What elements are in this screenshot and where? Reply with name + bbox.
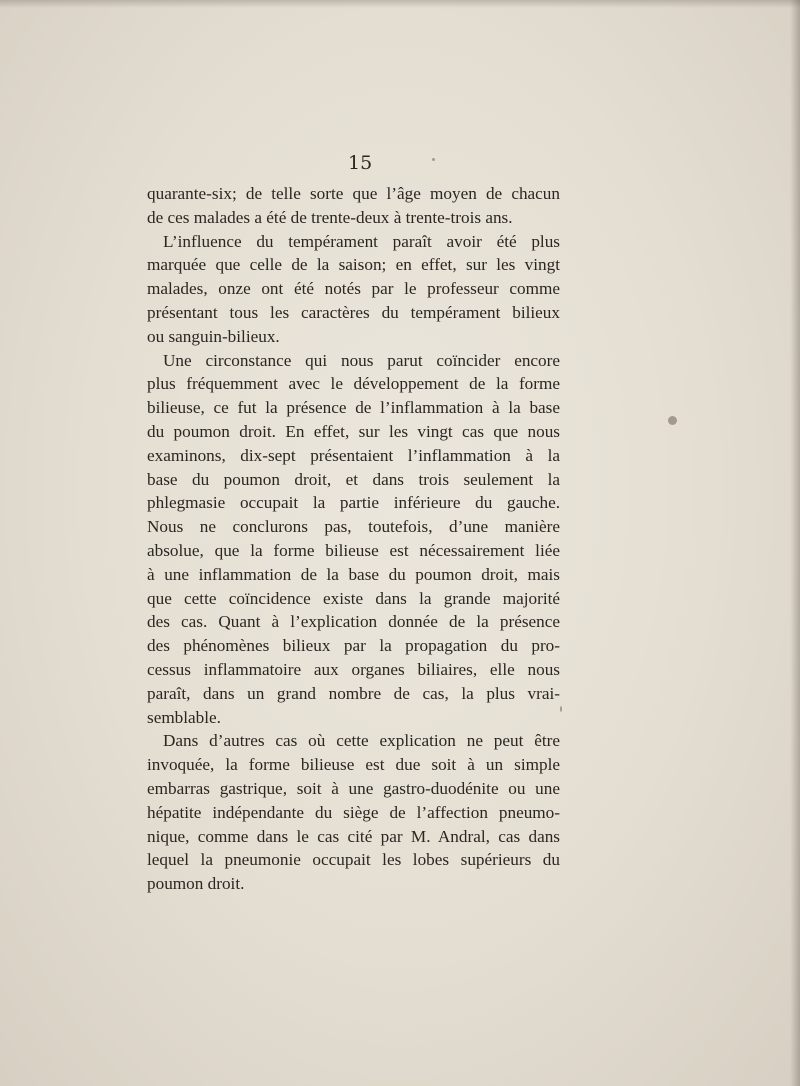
- paper-speck: [668, 416, 677, 425]
- text-line: absolue, que la forme bilieuse est nécessairement liée: [147, 540, 560, 560]
- text-line: Une circonstance qui nous parut coïncider encore: [163, 350, 560, 370]
- text-line: embarras gastrique, soit à une gastro-duodénite ou une: [147, 778, 560, 798]
- text-line: ou sanguin-bilieux.: [147, 326, 280, 346]
- text-line: de ces malades a été de trente-deux à trente-trois ans.: [147, 207, 513, 227]
- text-line: Nous ne conclurons pas, toutefois, d’une manière: [147, 517, 560, 537]
- paper-speck: [432, 158, 435, 161]
- text-line: semblable.: [147, 707, 221, 727]
- text-line: des cas. Quant à l’explication donnée de la présence: [147, 612, 560, 632]
- text-line: invoquée, la forme bilieuse est due soit à un simple: [147, 755, 560, 775]
- text-line: présentant tous les caractères du tempérament bilieux: [147, 302, 560, 322]
- text-line: L’influence du tempérament paraît avoir été plus: [163, 231, 560, 251]
- paper-speck: [560, 706, 562, 712]
- page-number: 15: [348, 152, 373, 174]
- text-line: lequel la pneumonie occupait les lobes supérieurs du: [147, 850, 560, 870]
- text-line: quarante-six; de telle sorte que l’âge moyen de chacun: [147, 184, 560, 203]
- text-line: bilieuse, ce fut la présence de l’inflammation à la base: [147, 398, 560, 418]
- text-line: paraît, dans un grand nombre de cas, la plus vrai-: [147, 683, 560, 703]
- text-line: nique, comme dans le cas cité par M. Andral, cas dans: [147, 826, 560, 846]
- text-line: à une inflammation de la base du poumon droit, mais: [147, 564, 560, 584]
- text-line: hépatite indépendante du siège de l’affection pneumo-: [147, 802, 560, 822]
- text-line: poumon droit.: [147, 874, 245, 894]
- text-line: cessus inflammatoire aux organes biliaires, elle nous: [147, 659, 560, 679]
- text-line: plus fréquemment avec le développement de la forme: [147, 374, 560, 394]
- text-line: du poumon droit. En effet, sur les vingt cas que nous: [147, 421, 560, 441]
- text-line: marquée que celle de la saison; en effet, sur les vingt: [147, 255, 560, 275]
- text-line: malades, onze ont été notés par le professeur comme: [147, 279, 560, 299]
- page-right-shadow: [790, 0, 800, 1086]
- text-line: Dans d’autres cas où cette explication ne peut être: [163, 731, 560, 751]
- text-line: que cette coïncidence existe dans la grande majorité: [147, 588, 560, 608]
- body-text: [147, 182, 560, 896]
- text-line: des phénomènes bilieux par la propagation du pro-: [147, 636, 560, 656]
- text-line: base du poumon droit, et dans trois seulement la: [147, 469, 560, 489]
- text-line: phlegmasie occupait la partie inférieure du gauche.: [147, 493, 560, 513]
- text-line: examinons, dix-sept présentaient l’inflammation à la: [147, 445, 560, 465]
- page-top-shadow: [0, 0, 800, 8]
